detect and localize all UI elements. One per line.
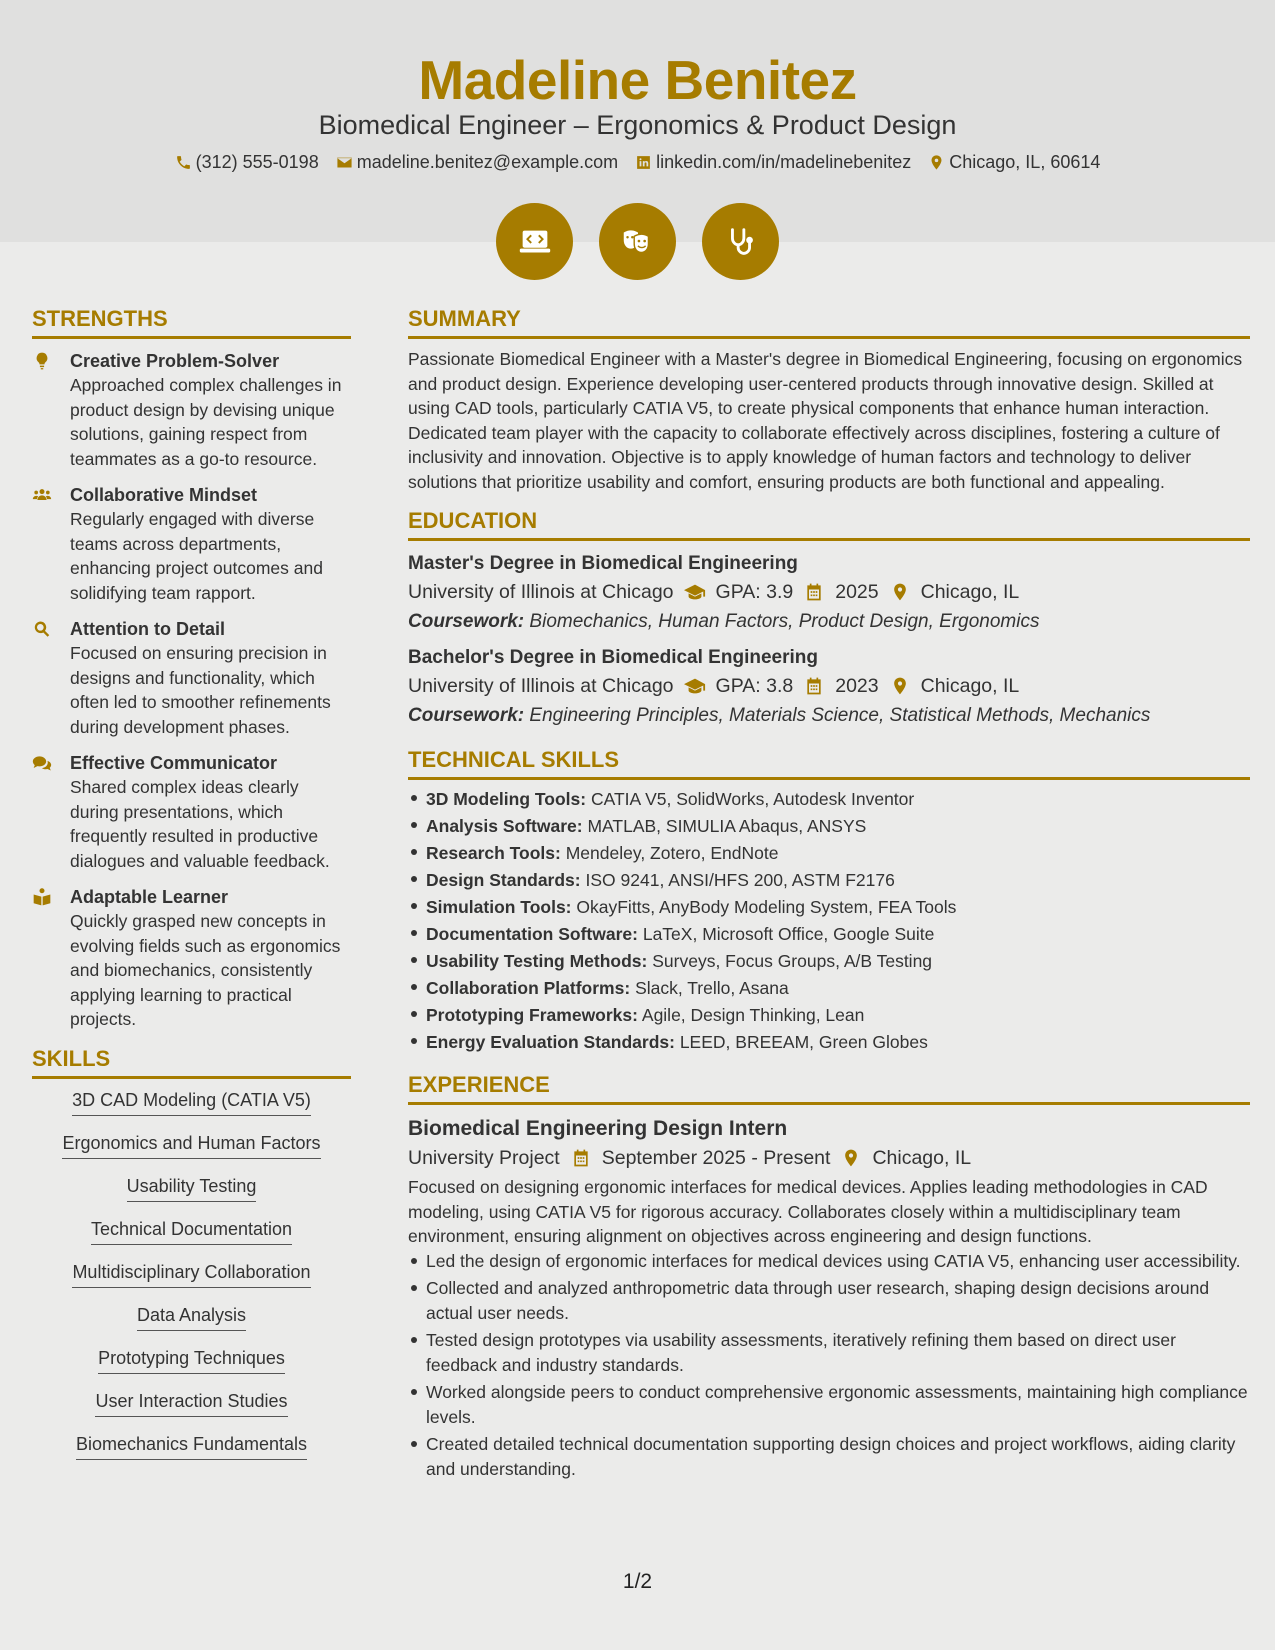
job-org: University Project — [408, 1147, 560, 1169]
tech-skill-label: Documentation Software: — [426, 924, 638, 944]
strength-item — [32, 751, 351, 873]
phone-icon — [175, 154, 192, 171]
grad-year: 2023 — [835, 675, 879, 697]
skills-list — [32, 1089, 351, 1476]
list-item: Worked alongside peers to conduct comprehensive ergonomic assessments, maintaining high compliance levels. — [408, 1380, 1250, 1429]
tech-skill-label: Energy Evaluation Standards: — [426, 1032, 675, 1052]
list-item — [408, 921, 1250, 948]
strength-title: Creative Problem-Solver — [70, 351, 280, 371]
map-marker-icon — [889, 582, 911, 602]
coursework-label: Coursework: — [408, 705, 525, 726]
map-marker-icon — [889, 676, 911, 696]
envelope-icon — [336, 154, 353, 171]
school-location: Chicago, IL — [920, 581, 1020, 603]
contact-phone — [175, 152, 319, 173]
tech-skill-value: Agile, Design Thinking, Lean — [641, 1005, 865, 1025]
theater-masks-icon — [619, 223, 657, 261]
tech-skill-value: Slack, Trello, Asana — [635, 978, 789, 998]
strength-item — [32, 885, 351, 1032]
map-marker-icon — [840, 1148, 862, 1168]
list-item — [408, 840, 1250, 867]
tech-skill-label: Prototyping Frameworks: — [426, 1005, 638, 1025]
email-text[interactable]: madeline.benitez@example.com — [356, 152, 619, 172]
coursework — [408, 607, 1250, 637]
list-item: Tested design prototypes via usability assessments, iteratively refining them based on direct user feedback and industry standards. — [408, 1328, 1250, 1377]
experience-entry — [408, 1115, 1250, 1481]
education-heading: EDUCATION — [408, 508, 1250, 541]
education-details — [408, 577, 1250, 607]
school-name: University of Illinois at Chicago — [408, 581, 674, 603]
gpa: GPA: 3.8 — [715, 675, 794, 697]
coursework-label: Coursework: — [408, 611, 525, 632]
contact-bar — [0, 152, 1275, 173]
coursework — [408, 701, 1250, 731]
list-item — [408, 1002, 1250, 1029]
map-marker-icon — [928, 154, 945, 171]
list-item: Collected and analyzed anthropometric data through user research, shaping design decisions around actual user needs. — [408, 1276, 1250, 1325]
badge-row — [0, 203, 1275, 280]
comments-icon — [32, 753, 52, 773]
location-text: Chicago, IL, 60614 — [949, 152, 1101, 172]
strength-title: Attention to Detail — [70, 619, 225, 639]
strength-desc: Approached complex challenges in product design by devising unique solutions, gaining respect from teammates as a go-to resource. — [70, 375, 342, 469]
tech-skill-label: Simulation Tools: — [426, 897, 572, 917]
strength-item — [32, 349, 351, 471]
tech-skill-label: Collaboration Platforms: — [426, 978, 631, 998]
right-column — [408, 306, 1250, 1484]
tech-skill-value: Mendeley, Zotero, EndNote — [565, 843, 779, 863]
tech-skill-label: 3D Modeling Tools: — [426, 789, 587, 809]
education-entry — [408, 645, 1250, 731]
job-bullets — [408, 1249, 1250, 1482]
graduation-cap-icon — [684, 676, 706, 696]
tech-skill-value: MATLAB, SIMULIA Abaqus, ANSYS — [587, 816, 867, 836]
laptop-code-icon — [516, 223, 554, 261]
strength-title: Effective Communicator — [70, 753, 278, 773]
theater-masks-badge — [599, 203, 676, 280]
tech-skill-label: Design Standards: — [426, 870, 581, 890]
strengths-heading: STRENGTHS — [32, 306, 351, 339]
tech-skill-label: Usability Testing Methods: — [426, 951, 648, 971]
lightbulb-icon — [32, 351, 52, 371]
phone-text: (312) 555-0198 — [195, 152, 319, 172]
list-item — [408, 867, 1250, 894]
summary-heading: SUMMARY — [408, 306, 1250, 339]
job-dates: September 2025 - Present — [601, 1147, 831, 1169]
tech-skill-label: Analysis Software: — [426, 816, 583, 836]
degree-title: Bachelor's Degree in Biomedical Engineering — [408, 647, 818, 668]
strength-item — [32, 483, 351, 605]
strength-title: Collaborative Mindset — [70, 485, 258, 505]
contact-location — [928, 152, 1100, 173]
list-item — [408, 786, 1250, 813]
skill-tag: Usability Testing — [127, 1175, 257, 1202]
skills-heading: SKILLS — [32, 1046, 351, 1079]
summary-text: Passionate Biomedical Engineer with a Master's degree in Biomedical Engineering, focusing on ergonomics and product design. Experience developing user-centered products through innovative design. Skilled at using CAD tools, particularly CATIA V5, to create physical components that enhance human interaction. Dedicated team player with the capacity to collaborate effectively across disciplines, fostering a culture of inclusivity and innovation. Objective is to apply knowledge of human factors and technology to deliver solutions that prioritize usability and comfort, ensuring products are both functional and appealing. — [408, 349, 1243, 492]
technical-skills-list — [408, 786, 1250, 1056]
skill-tag: Multidisciplinary Collaboration — [72, 1261, 310, 1288]
tech-skill-value: OkayFitts, AnyBody Modeling System, FEA Tools — [576, 897, 957, 917]
strength-item — [32, 617, 351, 739]
skill-tag: User Interaction Studies — [95, 1390, 287, 1417]
job-title: Biomedical Engineering Design Intern — [408, 1117, 788, 1140]
coursework-list: Biomechanics, Human Factors, Product Design, Ergonomics — [529, 611, 1040, 632]
search-icon — [32, 619, 52, 639]
strength-desc: Quickly grasped new concepts in evolving fields such as ergonomics and biomechanics, consistently applying learning to practical projects. — [70, 911, 341, 1029]
skill-tag: 3D CAD Modeling (CATIA V5) — [72, 1089, 311, 1116]
job-details — [408, 1143, 1250, 1173]
job-location: Chicago, IL — [872, 1147, 972, 1169]
tech-skill-value: LEED, BREEAM, Green Globes — [679, 1032, 928, 1052]
skill-tag: Ergonomics and Human Factors — [62, 1132, 320, 1159]
skill-tag: Prototyping Techniques — [98, 1347, 285, 1374]
stethoscope-icon — [722, 223, 760, 261]
linkedin-icon — [635, 154, 652, 171]
skill-tag: Technical Documentation — [91, 1218, 292, 1245]
candidate-name: Madeline Benitez — [418, 49, 857, 111]
technical-skills-heading: TECHNICAL SKILLS — [408, 747, 1250, 780]
list-item: Led the design of ergonomic interfaces for medical devices using CATIA V5, enhancing user accessibility. — [408, 1249, 1250, 1274]
stethoscope-badge — [702, 203, 779, 280]
tech-skill-value: CATIA V5, SolidWorks, Autodesk Inventor — [590, 789, 915, 809]
tech-skill-value: Surveys, Focus Groups, A/B Testing — [652, 951, 933, 971]
tech-skill-value: ISO 9241, ANSI/HFS 200, ASTM F2176 — [585, 870, 895, 890]
experience-heading: EXPERIENCE — [408, 1072, 1250, 1105]
tech-skill-value: LaTeX, Microsoft Office, Google Suite — [642, 924, 935, 944]
list-item — [408, 975, 1250, 1002]
skill-tag: Data Analysis — [137, 1304, 246, 1331]
strength-desc: Shared complex ideas clearly during presentations, which frequently resulted in productive dialogues and valuable feedback. — [70, 777, 330, 871]
strength-desc: Regularly engaged with diverse teams across departments, enhancing project outcomes and solidifying team rapport. — [70, 509, 323, 603]
job-summary: Focused on designing ergonomic interfaces for medical devices. Applies leading methodologies in CAD modeling, using CATIA V5 for rigorous accuracy. Collaborates closely within a multidisciplinary team environment, ensuring alignment on objectives across engineering and design functions. — [408, 1177, 1208, 1246]
users-icon — [32, 485, 52, 505]
list-item — [408, 1029, 1250, 1056]
strength-title: Adaptable Learner — [70, 887, 229, 907]
coursework-list: Engineering Principles, Materials Science, Statistical Methods, Mechanics — [529, 705, 1151, 726]
strength-desc: Focused on ensuring precision in designs and functionality, which often led to smoother refinements during development phases. — [70, 643, 331, 737]
left-column — [32, 306, 351, 1476]
laptop-code-badge — [496, 203, 573, 280]
calendar-icon — [570, 1148, 592, 1168]
education-details — [408, 671, 1250, 701]
calendar-icon — [803, 676, 825, 696]
calendar-icon — [803, 582, 825, 602]
list-item — [408, 948, 1250, 975]
graduation-cap-icon — [684, 582, 706, 602]
list-item — [408, 813, 1250, 840]
list-item: Created detailed technical documentation supporting design choices and project workflows, aiding clarity and understanding. — [408, 1432, 1250, 1481]
contact-linkedin[interactable] — [635, 152, 911, 173]
school-location: Chicago, IL — [920, 675, 1020, 697]
list-item — [408, 894, 1250, 921]
book-reader-icon — [32, 887, 52, 907]
skill-tag: Biomechanics Fundamentals — [76, 1433, 307, 1460]
candidate-subtitle: Biomedical Engineer – Ergonomics & Product Design — [318, 110, 957, 140]
contact-email[interactable] — [336, 152, 618, 173]
page-number: 1/2 — [622, 1570, 653, 1593]
grad-year: 2025 — [835, 581, 879, 603]
education-entry — [408, 551, 1250, 637]
gpa: GPA: 3.9 — [715, 581, 794, 603]
school-name: University of Illinois at Chicago — [408, 675, 674, 697]
linkedin-text[interactable]: linkedin.com/in/madelinebenitez — [656, 152, 912, 172]
degree-title: Master's Degree in Biomedical Engineering — [408, 553, 798, 574]
tech-skill-label: Research Tools: — [426, 843, 561, 863]
